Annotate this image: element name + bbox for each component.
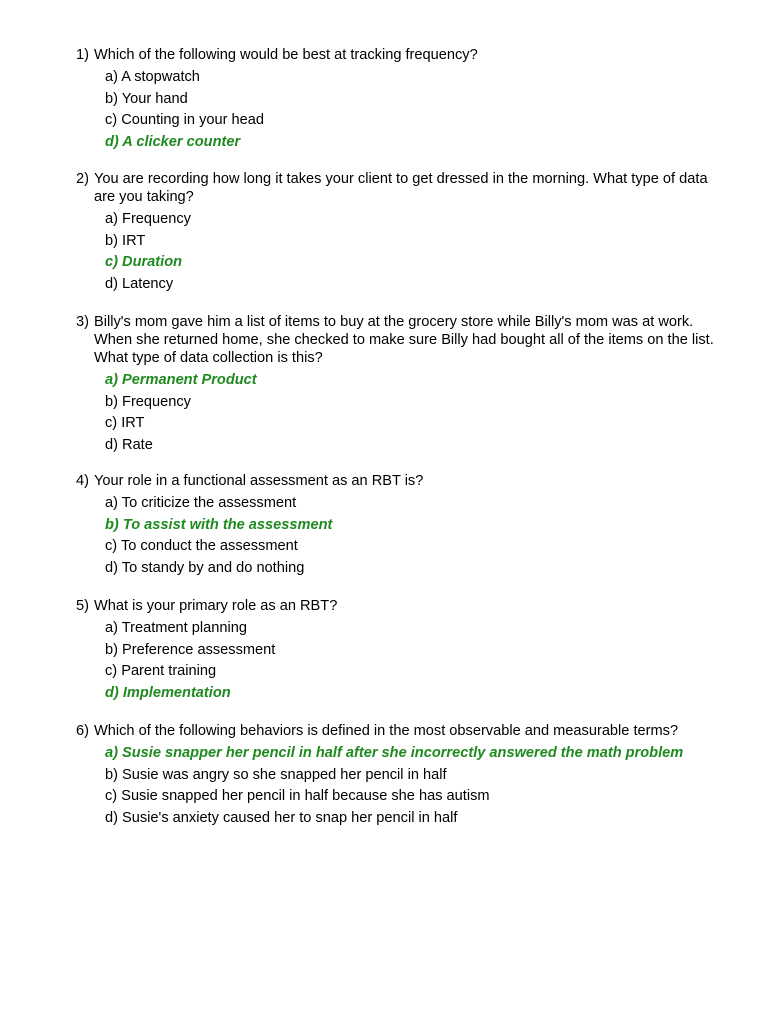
question-body: Which of the following would be best at tracking frequency? (94, 47, 478, 63)
option-d: d) Rate (105, 437, 153, 454)
option-b-correct-answer: b) To assist with the assessment (105, 516, 333, 533)
question-text (76, 46, 726, 64)
options-list (76, 370, 726, 457)
options-list (76, 209, 726, 296)
question-number: 2) (76, 171, 89, 187)
option-d: d) Latency (105, 276, 174, 293)
option-a-correct-answer: a) Permanent Product (105, 372, 257, 388)
option-c: c) To conduct the assessment (105, 538, 298, 555)
option-b: b) Your hand (105, 90, 188, 107)
option-a: a) A stopwatch (105, 69, 200, 85)
option-c: c) Susie snapped her pencil in half because she has autism (105, 788, 490, 805)
question-number: 3) (76, 314, 89, 330)
question-text (76, 597, 726, 615)
option-b: b) Frequency (105, 393, 191, 410)
options-list (76, 493, 726, 580)
option-a: a) Frequency (105, 211, 191, 227)
question-text (76, 170, 726, 206)
options-list (76, 67, 726, 154)
question-number: 1) (76, 47, 89, 63)
option-d-correct-answer: d) A clicker counter (105, 134, 241, 151)
question-number: 5) (76, 598, 89, 614)
question-body: Billy's mom gave him a list of items to buy at the grocery store while Billy's mom was at work. When she returned home, she checked to make sure Billy had bought all of the items on the list. What type of data collection is this? (94, 314, 714, 366)
question-text (76, 313, 726, 367)
option-a-correct-answer: a) Susie snapper her pencil in half after she incorrectly answered the math problem (105, 745, 684, 761)
question-6 (76, 722, 726, 830)
question-4 (76, 472, 726, 580)
question-number: 4) (76, 473, 89, 489)
option-b: b) Preference assessment (105, 641, 276, 658)
option-c: c) Parent training (105, 663, 217, 680)
option-d-correct-answer: d) Implementation (105, 685, 231, 702)
option-d: d) To standy by and do nothing (105, 560, 305, 577)
question-body: Your role in a functional assessment as an RBT is? (94, 473, 424, 489)
question-2 (76, 170, 726, 296)
option-c: c) Counting in your head (105, 112, 265, 129)
question-number: 6) (76, 723, 89, 739)
question-body: Which of the following behaviors is defined in the most observable and measurable terms? (94, 723, 679, 739)
option-a: a) To criticize the assessment (105, 495, 297, 511)
question-text (76, 472, 726, 490)
options-list (76, 743, 726, 830)
question-text (76, 722, 726, 740)
option-c: c) IRT (105, 415, 145, 432)
question-5 (76, 597, 726, 705)
question-body: What is your primary role as an RBT? (94, 598, 338, 614)
options-list (76, 618, 726, 705)
question-1 (76, 46, 726, 154)
question-3 (76, 313, 726, 457)
option-a: a) Treatment planning (105, 620, 247, 636)
option-b: b) IRT (105, 232, 146, 249)
option-d: d) Susie's anxiety caused her to snap her pencil in half (105, 810, 458, 827)
question-body: You are recording how long it takes your client to get dressed in the morning. What type of data are you taking? (94, 171, 708, 205)
option-c-correct-answer: c) Duration (105, 254, 183, 271)
option-b: b) Susie was angry so she snapped her pencil in half (105, 766, 447, 783)
